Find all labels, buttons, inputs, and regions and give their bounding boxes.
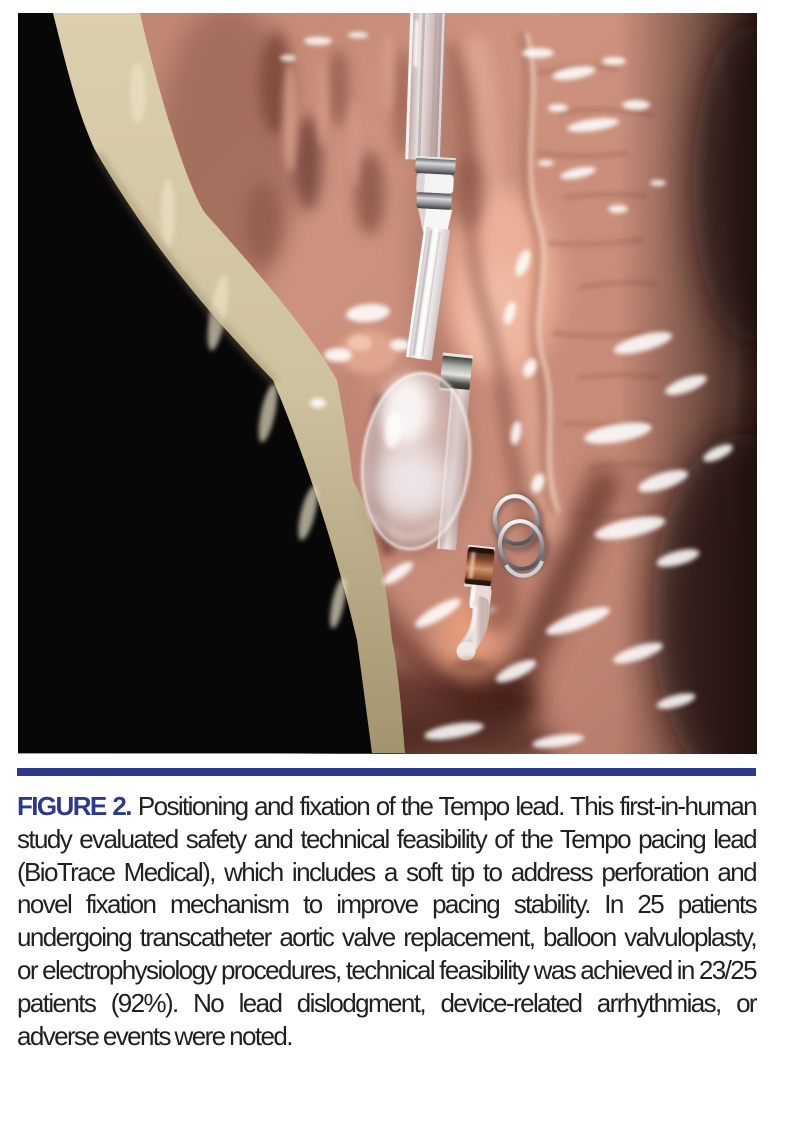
figure-caption-text: Positioning and fixation of the Tempo lead. This first-in-human study evaluated safety and technical feasibility of the Tempo pacing lead (BioTrace Medical), which includes a soft tip to address perforation and novel fixation mechanism to improve pacing stability. In 25 patients undergoing transcatheter aortic valve replacement, balloon valvuloplasty, or electrophysiology procedures, technical feasibility was achieved in 23/25 patients (92%). No lead dislodgment, device-related arrhythmias, or adverse events were noted.	[17, 791, 756, 1051]
figure-caption	[17, 790, 756, 1052]
figure-2-illustration	[18, 13, 757, 754]
figure-divider-rule	[17, 768, 756, 776]
device-contact-shadow	[454, 157, 486, 229]
figure-label: FIGURE 2.	[17, 791, 131, 821]
pacing-electrode	[464, 545, 495, 590]
soft-tip-cap	[457, 642, 476, 661]
catheter-shaft-upper	[405, 13, 446, 161]
